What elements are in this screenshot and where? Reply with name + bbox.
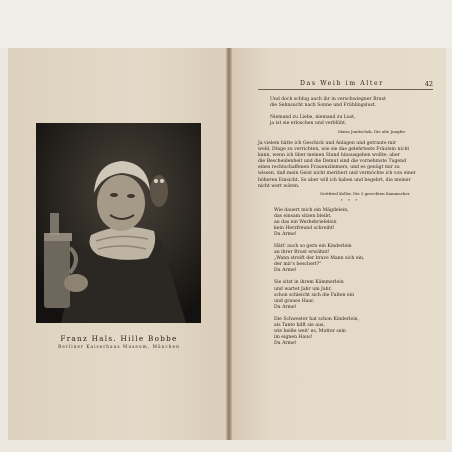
- header-rule: [258, 89, 433, 90]
- prose-author: Gottfried Keller, Die 3 gerechten Kammacher: [320, 191, 410, 196]
- painting-caption-title: Franz Hals. Hille Bobbe: [60, 334, 178, 343]
- painting-illustration: [36, 123, 201, 323]
- prose-line: die Bescheidenheit und die Demut sind die vornehmste Tugend: [258, 159, 407, 165]
- poem-1-author: Maria Janitschek, Die alte Jungfer: [338, 129, 406, 134]
- prose-passage: [258, 141, 416, 190]
- poem-line: Und doch schlug auch ihr in verschwiegner Brust: [270, 97, 386, 102]
- prose-line: wohl, Dinge zu verrichten, wie sie das gelehrteste Fräulein nicht: [258, 147, 410, 153]
- running-header: [258, 80, 433, 87]
- poem-line: als Tante hilft sie aus,: [274, 322, 325, 328]
- prose-line: eines rechtschaffenen Frauenzimmers, und es genügt mir zu: [258, 165, 400, 171]
- prose-line: höheren Einsicht. So aber will ich haben und begehrt, die meiner: [258, 177, 411, 183]
- header-title: Das Weib im Alter: [300, 80, 384, 87]
- poem-line: Du Arme!: [274, 232, 297, 238]
- prose-line: wissen, daß mein Geist nicht meritiert und vermöchte ich von einer: [258, 171, 416, 177]
- prose-line: nicht wert wären.: [258, 183, 300, 189]
- book-spine: [226, 48, 232, 440]
- poem-line: Sie sitzt in ihrem Kämmerlein: [274, 280, 344, 286]
- background: [0, 0, 452, 48]
- poem-line: Hätt' auch so gern ein Kinderlein: [274, 244, 352, 250]
- poem-line: Wie dauert mich ein Mägdelein,: [274, 208, 349, 213]
- poem-line: Du Arme!: [274, 304, 297, 310]
- poem-line: kein Herzfreund schreibt!: [274, 226, 335, 232]
- painting-caption-source: Berliner Kaiserhaus Museum, München: [58, 345, 180, 350]
- page-number: 42: [424, 80, 433, 88]
- poem-2: [274, 208, 364, 347]
- poem-line: Niemand zu Liebe, niemand zu Lust,: [270, 115, 356, 121]
- prose-line: kann, wenn ich über meinen Stand hinausgehen wollte; aber: [258, 153, 400, 159]
- poem-line: das einsam sitzen bleibt,: [274, 214, 332, 220]
- poem-line: „Wann streift der brave Mann sich ein,: [274, 256, 365, 262]
- poem-line: die Sehnsucht nach Sonne und Frühlingslust.: [270, 103, 377, 109]
- prose-line: Ja vielem hätte ich Geschick und Anlagen und getraute mir: [258, 141, 397, 146]
- poem-line: ja ist sie erloschen und verblüht.: [270, 121, 347, 127]
- poem-line: wie heiße weit' es, Mutter sein: [274, 328, 346, 334]
- poem-line: an ihrer Brust erwähnt!: [274, 250, 330, 256]
- poem-line: Du Arme!: [274, 268, 297, 274]
- poem-line: im eignen Haus!: [274, 334, 313, 340]
- section-separator: * * *: [340, 198, 360, 203]
- poem-line: Du Arme!: [274, 340, 297, 346]
- poem-line: und wartet Jahr um Jahr,: [274, 286, 332, 292]
- poem-line: der mir's beschert?": [274, 262, 322, 268]
- poem-line: an das ein Werbebriefelein: [274, 220, 337, 226]
- poem-line: schon schleicht sich die Falten ein: [274, 292, 355, 298]
- poem-line: Die Schwester hat schon Kinderlein,: [274, 316, 360, 322]
- poem-1: [270, 97, 386, 127]
- poem-line: und graues Haar.: [274, 298, 315, 304]
